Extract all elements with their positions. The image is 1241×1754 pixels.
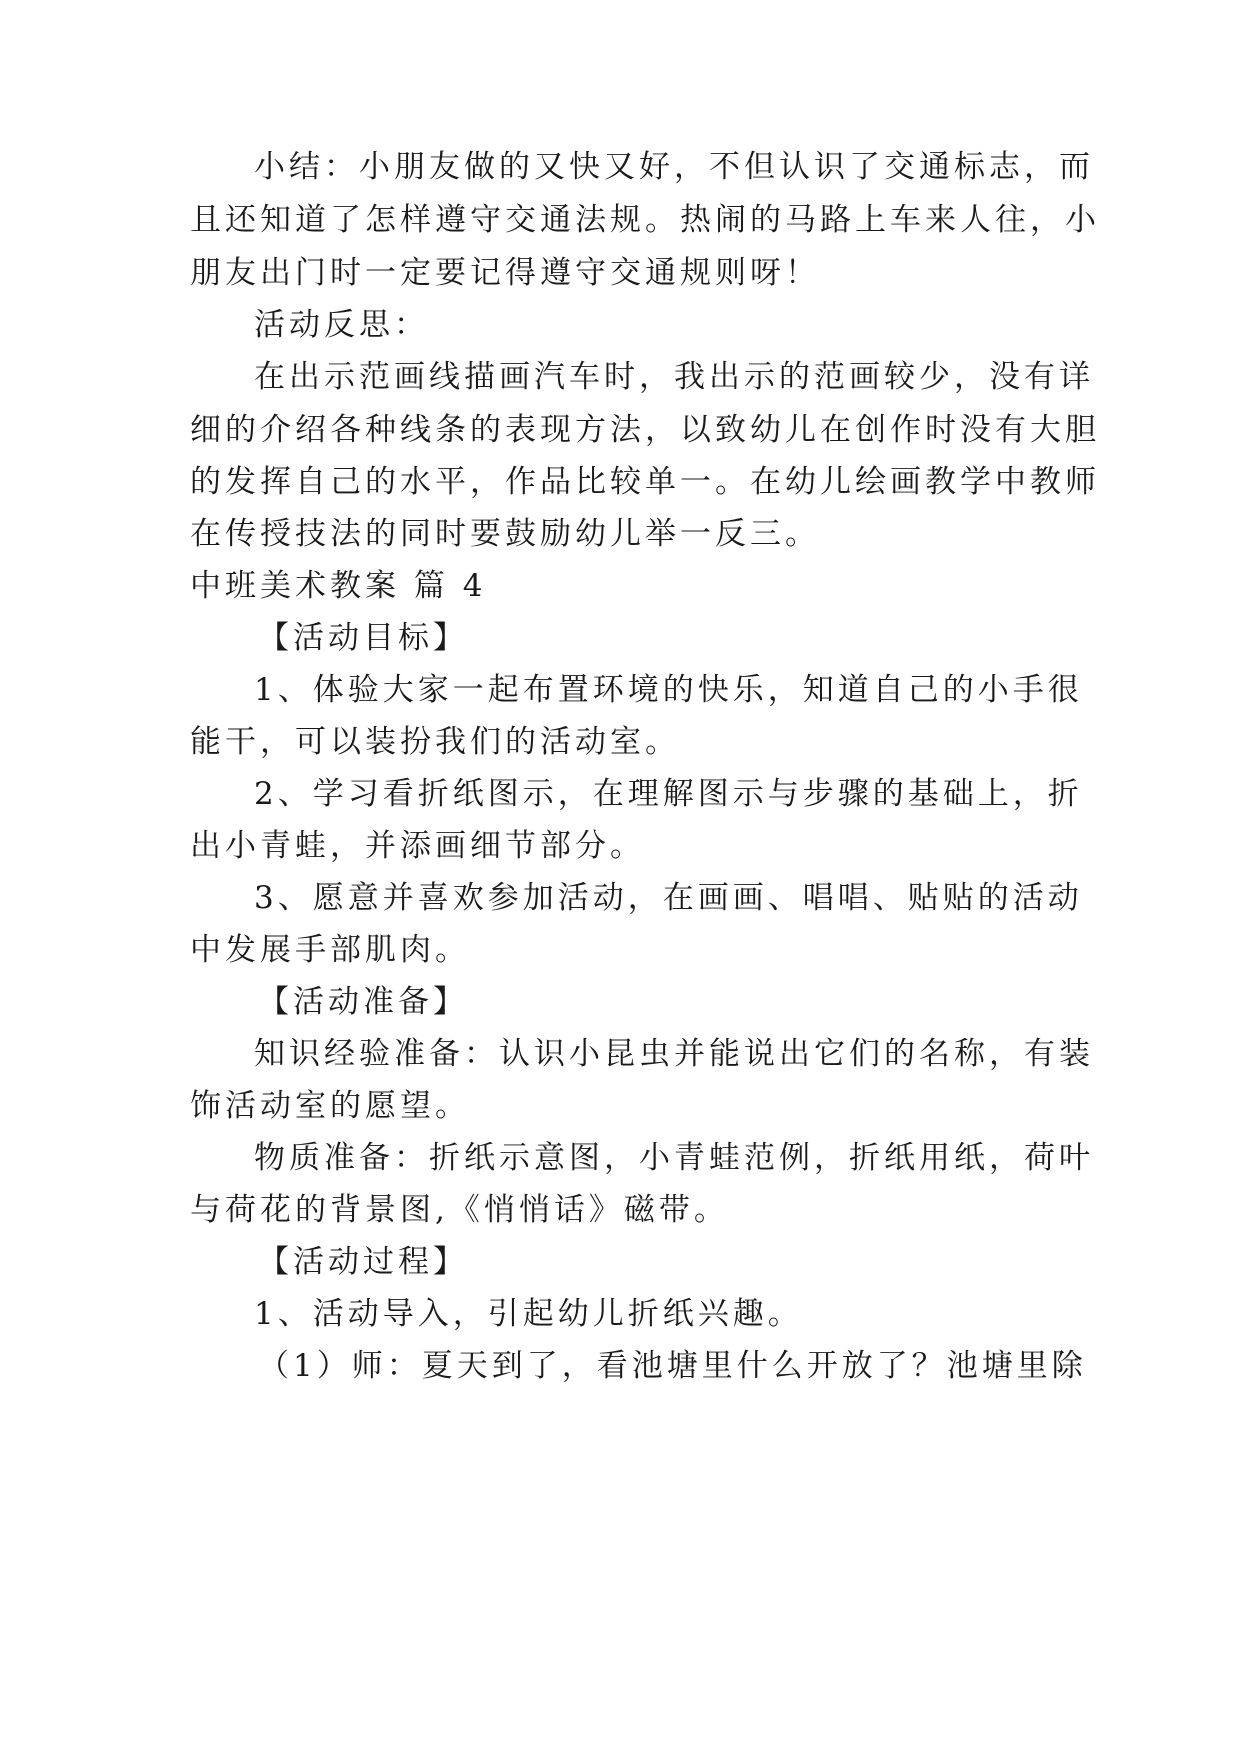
text-line: 3、愿意并喜欢参加活动，在画画、唱唱、贴贴的活动 — [254, 880, 1083, 916]
text-line: 2、学习看折纸图示，在理解图示与步骤的基础上，折 — [254, 776, 1083, 812]
text-line: 中发展手部肌肉。 — [190, 932, 470, 968]
subsection-heading: 【活动准备】 — [258, 984, 468, 1020]
text-line: 且还知道了怎样遵守交通法规。热闹的马路上车来人往，小 — [190, 202, 1100, 238]
text-line: 物质准备：折纸示意图，小青蛙范例，折纸用纸，荷叶 — [254, 1140, 1094, 1176]
text-line: 能干，可以装扮我们的活动室。 — [190, 724, 680, 760]
subsection-heading: 【活动过程】 — [258, 1244, 468, 1280]
text-line: 1、体验大家一起布置环境的快乐，知道自己的小手很 — [254, 672, 1083, 708]
text-line: 朋友出门时一定要记得遵守交通规则呀！ — [190, 255, 820, 291]
subsection-heading: 【活动目标】 — [258, 620, 468, 656]
text-line: 饰活动室的愿望。 — [190, 1088, 470, 1124]
section-heading: 中班美术教案 篇 4 — [190, 568, 487, 604]
text-line: 知识经验准备：认识小昆虫并能说出它们的名称，有装 — [254, 1036, 1094, 1072]
text-line: 小结：小朋友做的又快又好，不但认识了交通标志，而 — [254, 149, 1094, 185]
text-line: 1、活动导入，引起幼儿折纸兴趣。 — [254, 1296, 803, 1332]
text-line: 在出示范画线描画汽车时，我出示的范画较少，没有详 — [254, 359, 1094, 395]
text-line: 与荷花的背景图,《悄悄话》磁带。 — [190, 1192, 729, 1228]
text-line: 的发挥自己的水平，作品比较单一。在幼儿绘画教学中教师 — [190, 464, 1100, 500]
text-line: 细的介绍各种线条的表现方法，以致幼儿在创作时没有大胆 — [190, 412, 1100, 448]
text-line: 活动反思： — [254, 307, 429, 343]
text-line: 出小青蛙，并添画细节部分。 — [190, 828, 645, 864]
text-line: （1）师：夏天到了，看池塘里什么开放了？池塘里除 — [258, 1348, 1087, 1384]
text-line: 在传授技法的同时要鼓励幼儿举一反三。 — [190, 516, 820, 552]
